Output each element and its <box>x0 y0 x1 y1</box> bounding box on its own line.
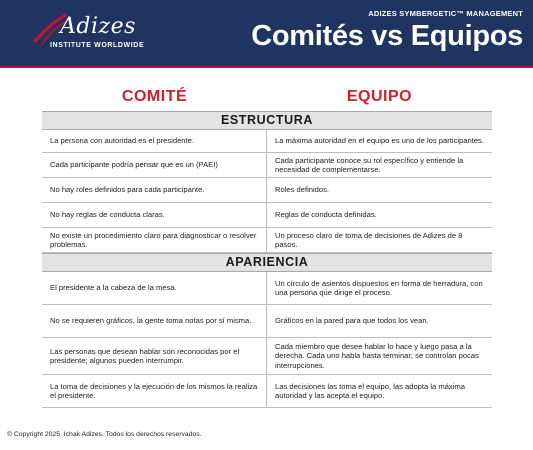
table-row <box>42 375 492 408</box>
table-cell-equipo: Reglas de conducta definidas. <box>275 210 377 220</box>
table-cell-comite: Cada participante podría pensar que es un (PAEI) <box>42 153 267 177</box>
table-row <box>42 305 492 338</box>
copyright-footer: © Copyright 2025. Ichak Adizes. Todos los derechos reservados. <box>7 431 202 438</box>
table-cell-comite: La persona con autoridad es el presidente. <box>42 130 267 152</box>
logo-brand-text: Adizes <box>60 14 136 39</box>
table-cell-equipo: Un círculo de asientos dispuestos en forma de herradura, con una persona que dirige el proceso. <box>275 278 483 297</box>
table-row <box>42 338 492 375</box>
header-accent-stripe <box>0 66 533 68</box>
header-banner <box>0 0 533 66</box>
table-row <box>42 228 492 253</box>
table-row <box>42 178 492 203</box>
table-cell-comite: No hay roles definidos para cada participante. <box>42 178 267 202</box>
table-cell-equipo: Roles definidos. <box>275 185 330 195</box>
table-cell-comite: No existe un procedimiento claro para diagnosticar o resolver problemas. <box>42 228 267 252</box>
column-header-comite: COMITÉ <box>121 88 188 105</box>
column-header-equipo: EQUIPO <box>346 88 413 105</box>
logo-subtitle: INSTITUTE WORLDWIDE <box>50 42 145 49</box>
table-cell-comite: No se requieren gráficos, la gente toma notas por sí misma. <box>42 305 267 337</box>
table-row <box>42 153 492 178</box>
table-cell-equipo: La máxima autoridad en el equipo es uno de los participantes. <box>275 136 484 146</box>
page-title: Comités vs Equipos <box>251 20 523 52</box>
table-row <box>42 203 492 228</box>
section-header-estructura: ESTRUCTURA <box>42 111 492 130</box>
table-cell-equipo: Un proceso claro de toma de decisiones de Adizes de 8 pasos. <box>275 230 463 249</box>
adizes-logo <box>30 12 150 58</box>
section-header-apariencia: APARIENCIA <box>42 253 492 272</box>
table-cell-equipo: Cada participante conoce su rol específico y entiende la necesidad de complementarse. <box>275 155 464 174</box>
table-cell-comite: El presidente a la cabeza de la mesa. <box>42 272 267 304</box>
table-cell-comite: Las personas que desean hablar son reconocidas por el presidente; algunos pueden interrumpir. <box>42 338 267 374</box>
comparison-table <box>42 111 492 408</box>
table-cell-equipo: Las decisiones las toma el equipo, las adopta la máxima autoridad y las acepta el equipo. <box>275 381 465 400</box>
table-cell-equipo: Gráficos en la pared para que todos los vean. <box>275 316 429 326</box>
table-row <box>42 272 492 305</box>
table-cell-comite: La toma de decisiones y la ejecución de los mismos la realiza el presidente. <box>42 375 267 407</box>
table-cell-comite: No hay reglas de conducta claras. <box>42 203 267 227</box>
table-row <box>42 130 492 153</box>
table-cell-equipo: Cada miembro que desee hablar lo hace y luego pasa a la derecha. Cada uno habla hasta terminar; se controlan pocas interrupciones. <box>275 341 479 370</box>
tagline: ADIZES SYMBERGETIC™ MANAGEMENT <box>368 9 523 18</box>
